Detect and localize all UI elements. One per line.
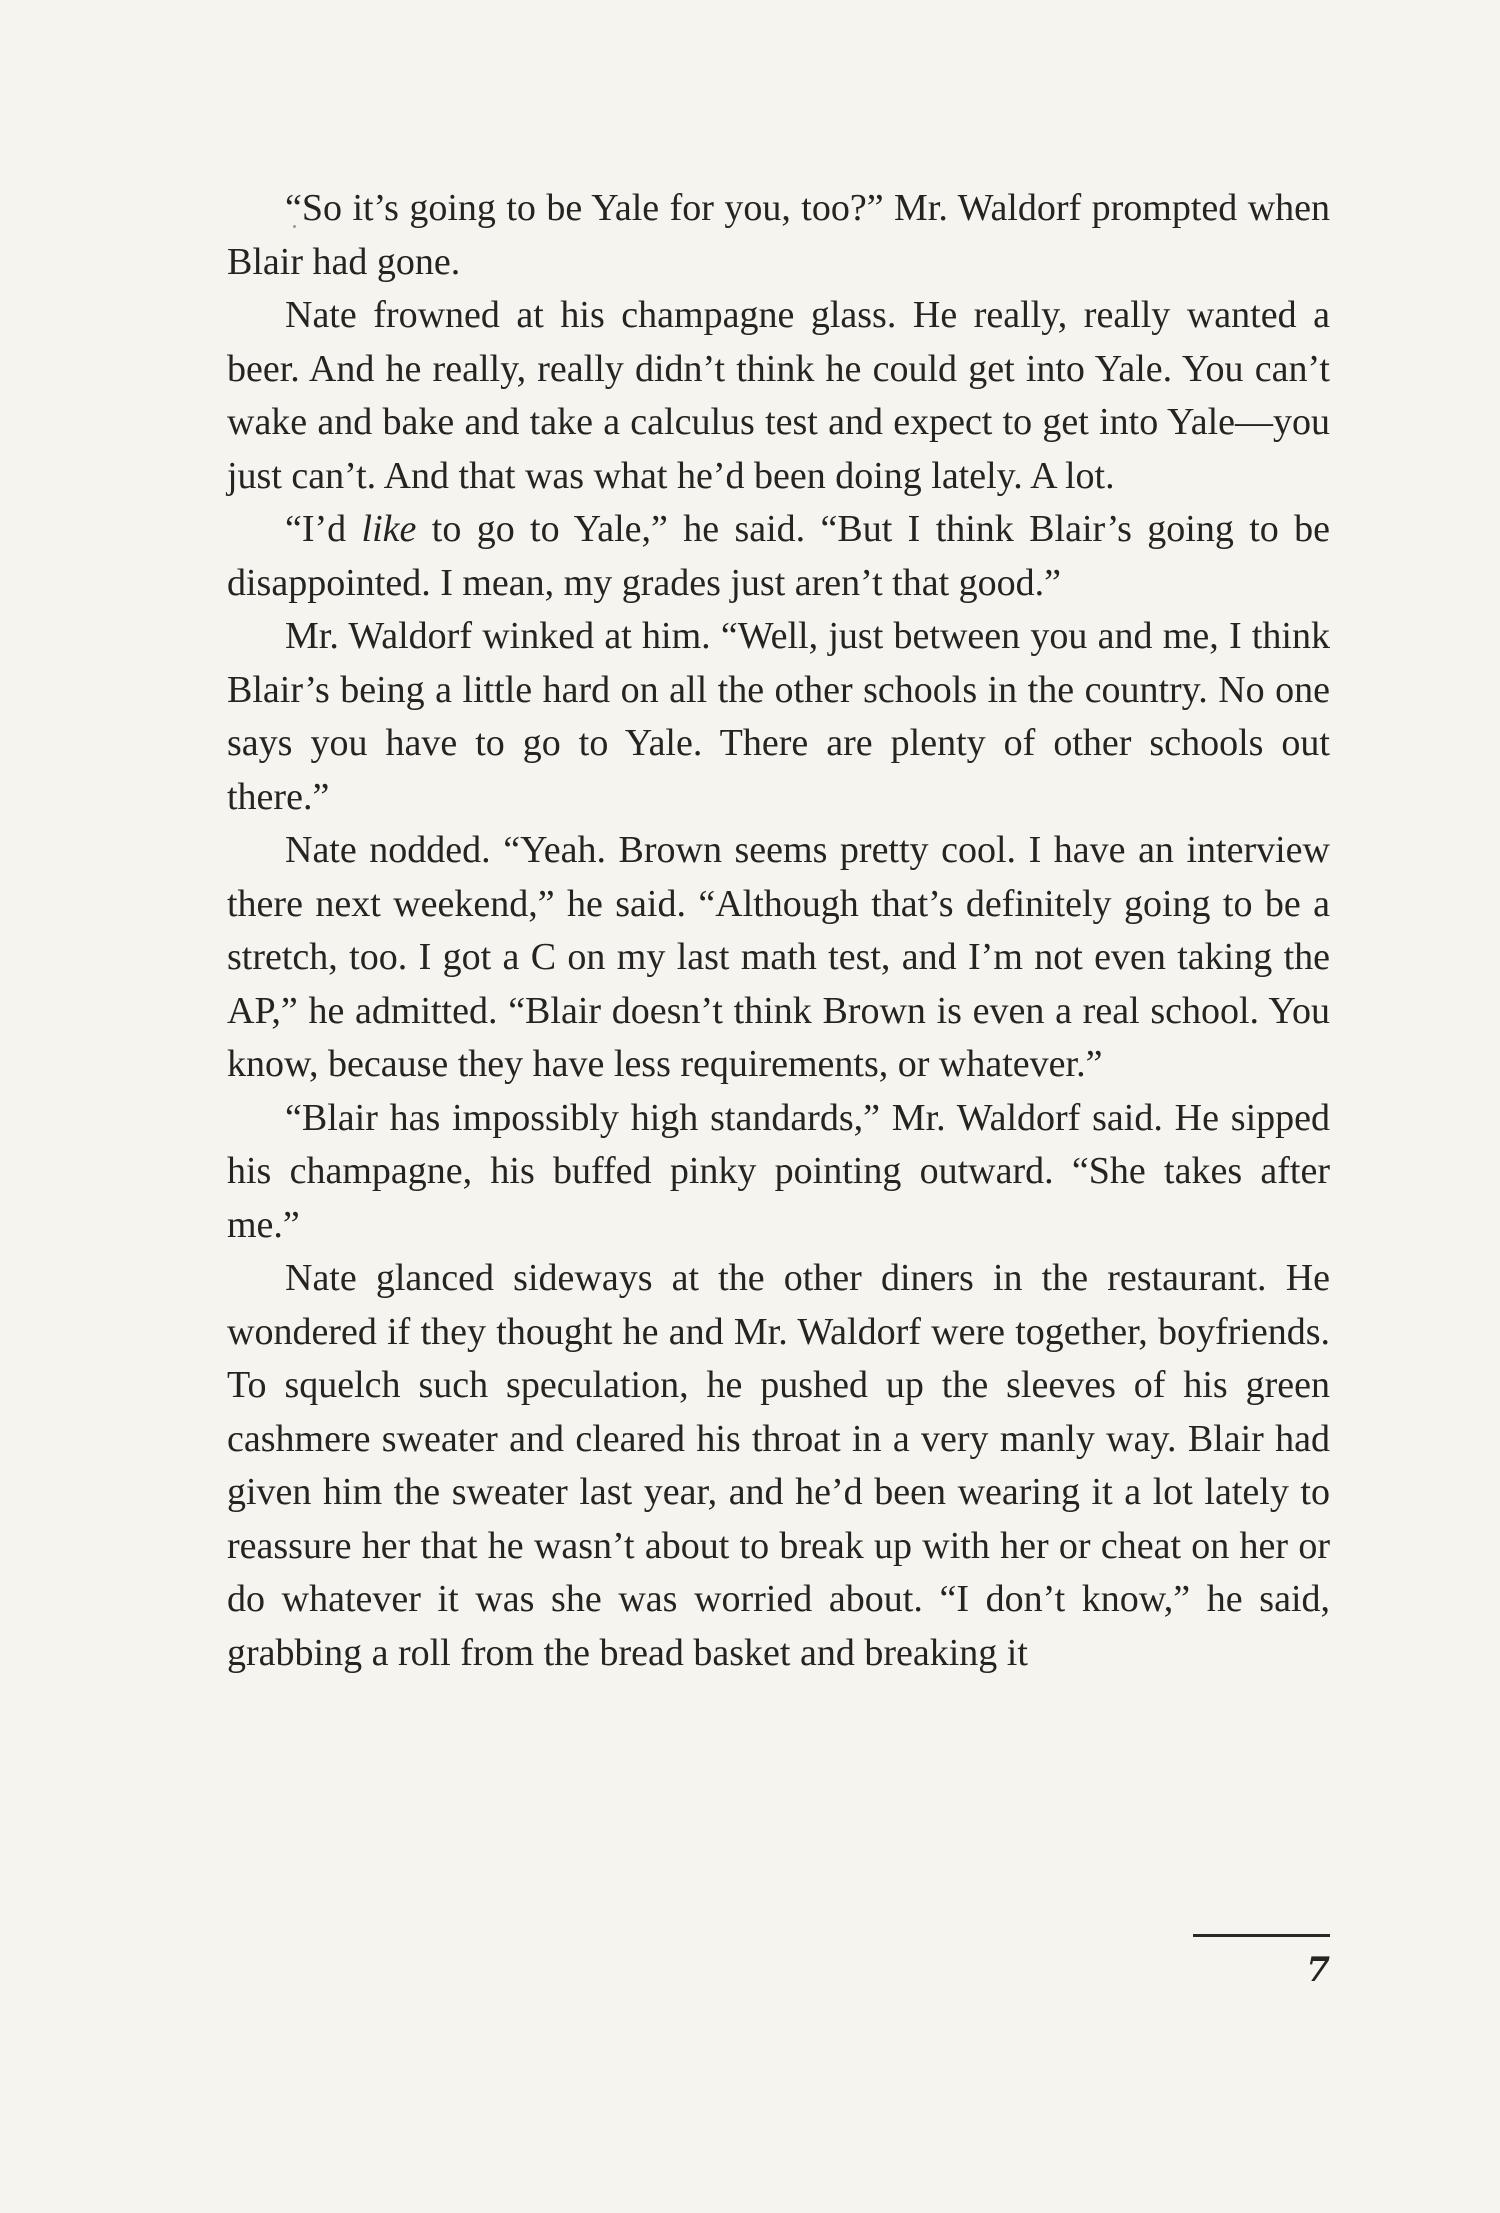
paragraph-text: Nate frowned at his champagne glass. He really, really wanted a beer. And he really, really didn’t think he could get into Yale. You can’t wake and bake and take a calculus test and expect to get into Yale—you just can’t. And that was what he’d been doing lately. A lot.: [227, 294, 1330, 497]
paragraph-text: Nate glanced sideways at the other diners in the restaurant. He wondered if they thought he and Mr. Waldorf were together, boyfriends. To squelch such speculation, he pushed up the sleeves of his green cashmere sweater and cleared his throat in a very manly way. Blair had given him the sweater last year, and he’d been wearing it a lot lately to reassure her that he wasn’t about to break up with her or cheat on her or do whatever it was she was worried about. “I don’t know,” he said, grabbing a roll from the bread basket and breaking it: [227, 1257, 1330, 1674]
paragraph-text: “I’d: [285, 508, 362, 550]
paragraph-text: “So it’s going to be Yale for you, too?” Mr. Waldorf prompted when Blair had gone.: [227, 187, 1330, 283]
paragraph: [227, 1092, 1330, 1253]
paragraph-text: Mr. Waldorf winked at him. “Well, just between you and me, I think Blair’s being a little hard on all the other schools in the country. No one says you have to go to Yale. There are plenty of other schools out there.”: [227, 615, 1330, 818]
emphasis-text: like: [361, 508, 417, 550]
paragraph: [227, 610, 1330, 824]
paragraph: [227, 503, 1330, 610]
paragraph: [227, 1252, 1330, 1680]
folio-rule: [1193, 1934, 1330, 1937]
paragraph-text: to go to Yale,” he said. “But I think Blair’s going to be disappointed. I mean, my grades just aren’t that good.”: [227, 508, 1330, 604]
paragraph: [227, 824, 1330, 1092]
page-number: 7: [1306, 1950, 1330, 1990]
body-text: [227, 182, 1330, 1680]
paragraph: [227, 289, 1330, 503]
paragraph-text: “Blair has impossibly high standards,” Mr. Waldorf said. He sipped his champagne, his buffed pinky pointing outward. “She takes after me.”: [227, 1096, 1330, 1246]
paragraph: [227, 182, 1330, 289]
paragraph-text: Nate nodded. “Yeah. Brown seems pretty cool. I have an interview there next weekend,” he said. “Although that’s definitely going to be a stretch, too. I got a C on my last math test, and I’m not even taking the AP,” he admitted. “Blair doesn’t think Brown is even a real school. You know, because they have less requirements, or whatever.”: [227, 829, 1330, 1085]
